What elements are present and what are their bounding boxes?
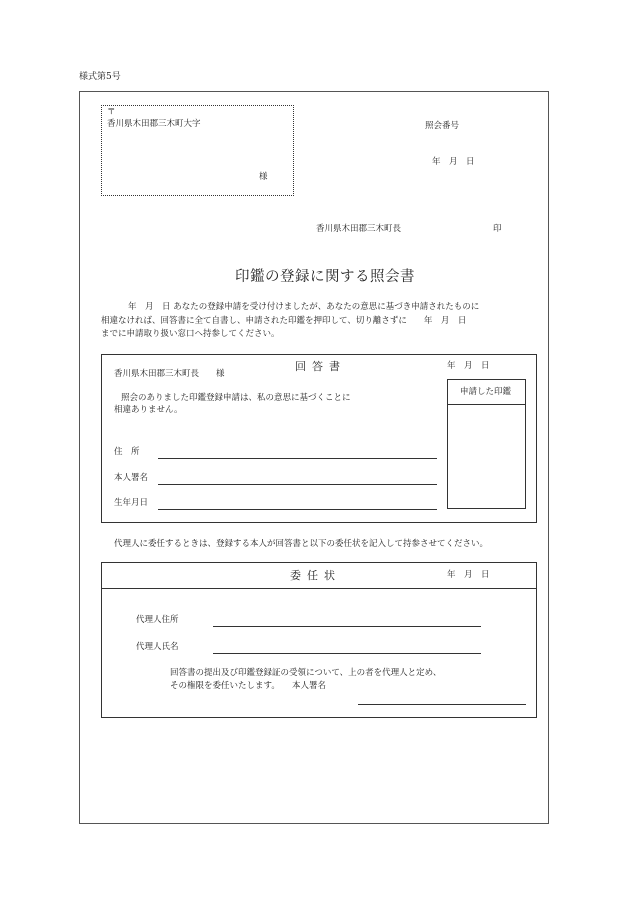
issuer-name: 香川県木田郡三木町長 xyxy=(316,224,402,234)
proxy-box xyxy=(101,562,537,718)
field-label-address: 住 所 xyxy=(114,447,140,457)
signature-line-field[interactable] xyxy=(158,484,437,485)
body-line-1: 年 月 日 あなたの登録申請を受け付けましたが、あなたの意思に基づき申請されたものに xyxy=(128,302,480,312)
answer-statement-line-1: 照会のありました印鑑登録申請は、私の意思に基づくことに xyxy=(121,393,351,403)
answer-date: 年 月 日 xyxy=(447,361,490,371)
seal-box-label: 申請した印鑑 xyxy=(460,387,512,397)
field-label-proxy-address: 代理人住所 xyxy=(136,615,179,625)
seal-box xyxy=(447,379,526,509)
proxy-date: 年 月 日 xyxy=(447,570,490,580)
seal-box-divider xyxy=(447,404,526,405)
field-label-birthdate: 生年月日 xyxy=(114,498,149,508)
field-label-proxy-name: 代理人氏名 xyxy=(136,642,179,652)
proxy-name-line-field[interactable] xyxy=(213,653,481,654)
reference-number-label: 照会番号 xyxy=(425,121,460,131)
answer-heading: 回答書 xyxy=(295,360,346,373)
field-label-signature: 本人署名 xyxy=(114,473,149,483)
proxy-note: 代理人に委任するときは、登録する本人が回答書と以下の委任状を記入して持参させてください。 xyxy=(114,539,489,549)
proxy-address-line-field[interactable] xyxy=(213,626,481,627)
proxy-statement-line-1: 回答書の提出及び印鑑登録証の受領について、上の者を代理人と定め、 xyxy=(170,668,442,678)
proxy-statement-line-2: その権限を委任いたします。 xyxy=(170,681,280,691)
issue-date: 年 月 日 xyxy=(432,157,475,167)
body-line-2: 相違なければ、回答書に全て自書し、申請された印鑑を押印して、切り離さずに 年 月 日 xyxy=(101,316,467,326)
address-text: 香川県木田郡三木町大字 xyxy=(107,119,201,129)
proxy-heading: 委任状 xyxy=(290,569,341,582)
address-line-field[interactable] xyxy=(158,458,437,459)
answer-statement-line-2: 相違ありません。 xyxy=(114,405,183,415)
proxy-signature-label: 本人署名 xyxy=(292,681,327,691)
page-title: 印鑑の登録に関する照会書 xyxy=(235,269,415,285)
proxy-signature-line-field[interactable] xyxy=(358,704,526,705)
seal-mark: 印 xyxy=(493,224,502,234)
form-number: 様式第5号 xyxy=(79,72,121,82)
address-honorific: 様 xyxy=(259,172,268,182)
birthdate-line-field[interactable] xyxy=(158,509,437,510)
proxy-box-divider xyxy=(101,588,537,589)
postal-mark: 〒 xyxy=(107,107,116,117)
body-line-3: までに申請取り扱い窓口へ持参してください。 xyxy=(101,329,280,339)
answer-addressee: 香川県木田郡三木町長 様 xyxy=(114,369,225,379)
